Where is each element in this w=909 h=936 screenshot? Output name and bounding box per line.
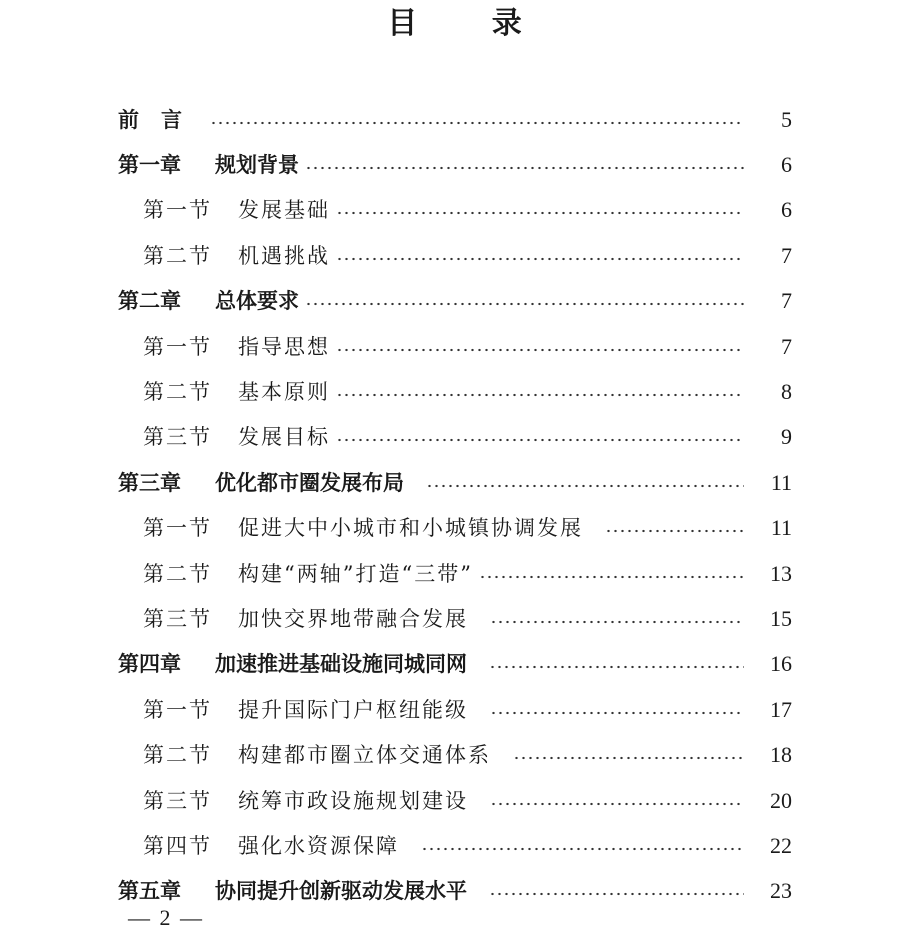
leader-dots: [210, 121, 744, 125]
toc-entry-section[interactable]: [0, 233, 909, 278]
toc-page-number: 22: [770, 832, 792, 858]
toc-entry-label: 机遇挑战: [238, 243, 330, 268]
toc-page-number: 7: [781, 242, 792, 268]
toc-entry-label: 优化都市圈发展布局: [215, 470, 404, 495]
toc-page-number: 6: [781, 197, 792, 223]
leader-dots: [490, 620, 744, 624]
toc-page-number: 7: [781, 288, 792, 314]
toc-entry-label: 统筹市政设施规划建设: [238, 788, 468, 813]
toc-page-number: 20: [770, 787, 792, 813]
toc-entry-section[interactable]: [0, 551, 909, 596]
toc-page-number: 7: [781, 333, 792, 359]
toc-entry-number: 第五章: [118, 879, 181, 904]
toc-entry-number: 第四章: [118, 652, 181, 677]
toc-page-number: 13: [770, 560, 792, 586]
toc-entry-label: 指导思想: [238, 334, 330, 359]
toc-page-number: 18: [770, 742, 792, 768]
toc-entry-section[interactable]: [0, 732, 909, 777]
toc-entry-number: 第三节: [143, 606, 212, 631]
toc-entry-section[interactable]: [0, 324, 909, 369]
toc-entry-section[interactable]: [0, 823, 909, 868]
toc-entry-number: 第一节: [143, 334, 212, 359]
toc-page-number: 9: [781, 424, 792, 450]
toc-entry-label: 前言: [118, 107, 204, 132]
toc-entry-number: 第三节: [143, 425, 212, 450]
toc-entry-label: 构建都市圈立体交通体系: [238, 743, 491, 768]
toc-page-number: 5: [781, 106, 792, 132]
table-of-contents: [0, 97, 909, 914]
toc-entry-label: 协同提升创新驱动发展水平: [215, 879, 467, 904]
toc-page-number: 17: [770, 696, 792, 722]
leader-dots: [479, 575, 744, 579]
page-number-footer: — 2 —: [128, 905, 204, 930]
toc-entry-section[interactable]: [0, 596, 909, 641]
leader-dots: [489, 892, 744, 896]
toc-entry-number: 第一节: [143, 516, 212, 541]
toc-page-number: 11: [770, 469, 792, 495]
leader-dots: [513, 756, 744, 760]
toc-entry-section[interactable]: [0, 687, 909, 732]
leader-dots: [305, 302, 744, 306]
toc-page-number: 23: [770, 878, 792, 904]
toc-entry-label: 提升国际门户枢纽能级: [238, 697, 468, 722]
toc-entry-number: 第一节: [143, 697, 212, 722]
toc-entry-section[interactable]: [0, 188, 909, 233]
toc-entry-chapter[interactable]: [0, 460, 909, 505]
leader-dots: [490, 711, 744, 715]
toc-entry-preface[interactable]: [0, 97, 909, 142]
leader-dots: [421, 847, 744, 851]
toc-entry-number: 第二节: [143, 561, 212, 586]
toc-entry-chapter[interactable]: [0, 142, 909, 187]
leader-dots: [336, 257, 744, 261]
toc-entry-number: 第二节: [143, 380, 212, 405]
toc-entry-section[interactable]: [0, 369, 909, 414]
toc-page-number: 16: [770, 651, 792, 677]
toc-entry-label: 发展基础: [238, 198, 330, 223]
toc-entry-number: 第一节: [143, 198, 212, 223]
toc-entry-label: 基本原则: [238, 380, 330, 405]
toc-entry-section[interactable]: [0, 778, 909, 823]
leader-dots: [605, 529, 744, 533]
toc-entry-label: 促进大中小城市和小城镇协调发展: [238, 516, 583, 541]
toc-entry-label: 加快交界地带融合发展: [238, 606, 468, 631]
toc-entry-section[interactable]: [0, 415, 909, 460]
leader-dots: [336, 348, 744, 352]
toc-entry-label: 构建“两轴”打造“三带”: [238, 561, 473, 586]
toc-entry-number: 第二节: [143, 243, 212, 268]
leader-dots: [336, 211, 744, 215]
toc-entry-label: 发展目标: [238, 425, 330, 450]
leader-dots: [336, 393, 744, 397]
leader-dots: [426, 484, 744, 488]
toc-page-number: 15: [770, 605, 792, 631]
toc-entry-number: 第二章: [118, 289, 181, 314]
leader-dots: [489, 665, 744, 669]
page-title: 目 录: [387, 6, 554, 41]
toc-entry-number: 第二节: [143, 743, 212, 768]
toc-entry-section[interactable]: [0, 506, 909, 551]
leader-dots: [336, 438, 744, 442]
toc-page-number: 8: [781, 379, 792, 405]
toc-entry-number: 第一章: [118, 153, 181, 178]
leader-dots: [490, 802, 744, 806]
toc-entry-chapter[interactable]: [0, 279, 909, 324]
leader-dots: [305, 166, 744, 170]
toc-page-number: 11: [770, 515, 792, 541]
toc-entry-label: 规划背景: [215, 153, 299, 178]
toc-entry-label: 加速推进基础设施同城同网: [215, 652, 467, 677]
toc-entry-chapter[interactable]: [0, 642, 909, 687]
toc-entry-number: 第四节: [143, 833, 212, 858]
toc-page-number: 6: [781, 152, 792, 178]
toc-entry-number: 第三节: [143, 788, 212, 813]
toc-entry-label: 总体要求: [215, 289, 299, 314]
toc-entry-label: 强化水资源保障: [238, 833, 399, 858]
toc-entry-number: 第三章: [118, 470, 181, 495]
